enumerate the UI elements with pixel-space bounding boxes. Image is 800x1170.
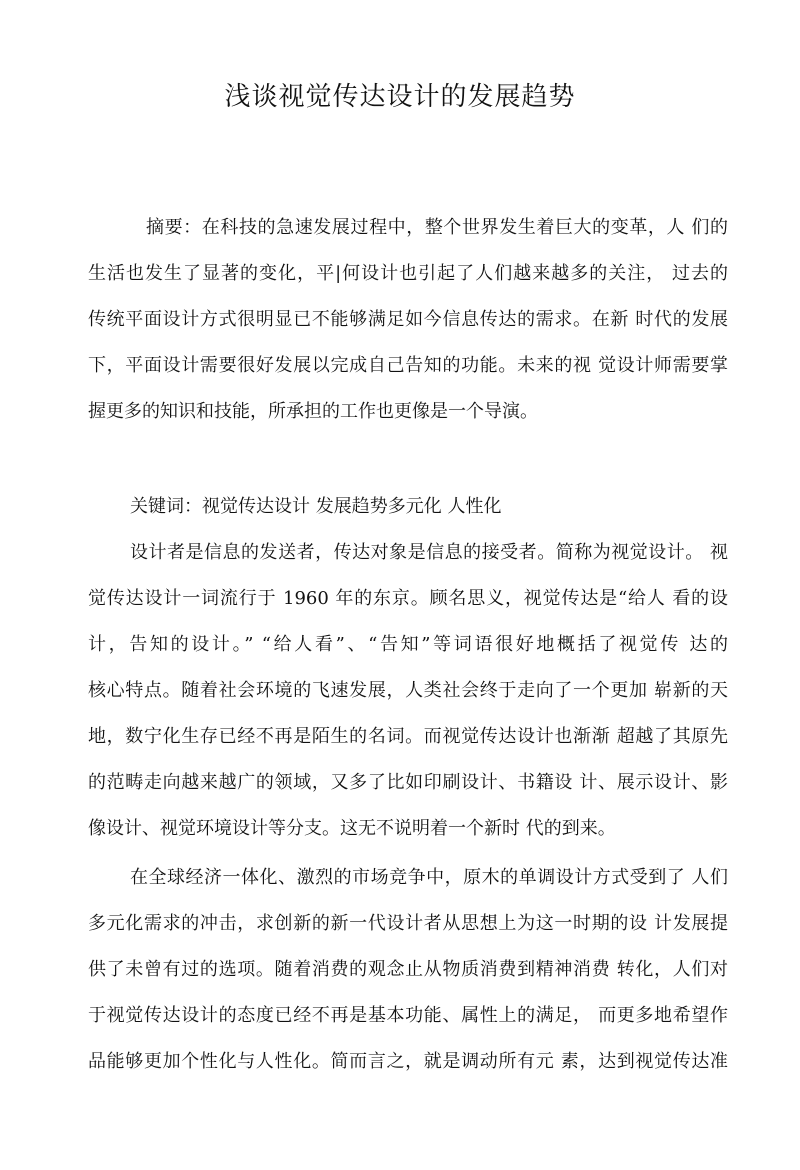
paragraph-1-line-3: 计，告知的设计。” “给人看”、“告知”等词语很好地概括了视觉传 达的	[88, 634, 728, 655]
paragraph-1-line-2: 觉传达设计一词流行于 1960 年的东京。顾名思义，视觉传达是“给人 看的设	[88, 588, 728, 609]
paragraph-1-line-6: 的范畴走向越来越广的领域，又多了比如印刷设计、书籍设 计、展示设计、影	[88, 772, 728, 793]
paragraph-1-line-1: 设计者是信息的发送者，传达对象是信息的接受者。简称为视觉设计。 视	[130, 542, 728, 563]
abstract-line-2: 生活也发生了显著的变化，平|何设计也引起了人们越来越多的关注， 过去的	[88, 263, 728, 284]
paragraph-2-line-4: 于视觉传达设计的态度已经不再是基本功能、属性上的满足， 而更多地希望作	[88, 1005, 728, 1026]
paragraph-1-line-5: 地，数宁化生存已经不再是陌生的名词。而视觉传达设计也渐渐 超越了其原先	[88, 726, 728, 747]
abstract-line-1: 摘要：在科技的急速发展过程中，整个世界发生着巨大的变革，人 们的	[146, 217, 728, 238]
paragraph-2-line-2: 多元化需求的冲击，求创新的新一代设计者从思想上为这一时期的设 计发展提	[88, 913, 728, 934]
paragraph-1-line-4: 核心特点。随着社会环境的飞速发展，人类社会终于走向了一个更加 崭新的天	[88, 680, 728, 701]
abstract-line-3: 传统平面设计方式很明显已不能够满足如今信息传达的需求。在新 时代的发展	[88, 309, 728, 330]
abstract-line-5: 握更多的知识和技能，所承担的工作也更像是一个导演。	[88, 401, 538, 422]
paragraph-2-line-5: 品能够更加个性化与人性化。简而言之，就是调动所有元 素，达到视觉传达准	[88, 1051, 728, 1072]
abstract-line-4: 下，平面设计需要很好发展以完成自己告知的功能。未来的视 觉设计师需要掌	[88, 355, 728, 376]
paragraph-1-line-7: 像设计、视觉环境设计等分支。这无不说明着一个新时 代的到来。	[88, 818, 616, 839]
paragraph-2-line-3: 供了未曾有过的选项。随着消费的观念止从物质消费到精神消费 转化，人们对	[88, 959, 728, 980]
document-title: 浅谈视觉传达设计的发展趋势	[224, 82, 576, 112]
paragraph-2-line-1: 在全球经济一体化、激烈的市场竞争中，原木的单调设计方式受到了 人们	[130, 867, 728, 888]
keywords-line: 关键词：视觉传达设计 发展趋势多元化 人性化	[130, 496, 502, 517]
